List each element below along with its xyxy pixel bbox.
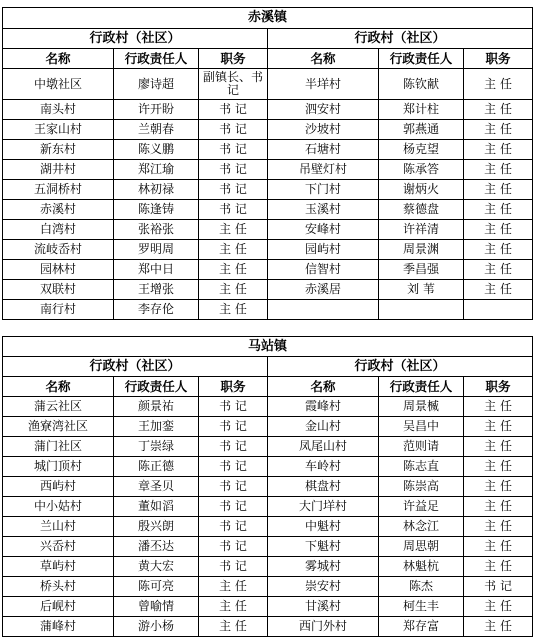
table-row: [3, 397, 533, 417]
village-name: 凤尾山村: [268, 437, 379, 457]
chixi-town-table: [2, 7, 533, 320]
village-name: 玉溪村: [268, 200, 379, 220]
position-title: 书 记: [199, 180, 268, 200]
responsible-person: 李存伦: [114, 300, 199, 320]
position-title: [464, 300, 533, 320]
table-row: [3, 537, 533, 557]
village-name: 泗安村: [268, 100, 379, 120]
village-name: 王家山村: [3, 120, 114, 140]
table-row: [3, 69, 533, 100]
position-title: 主 任: [464, 597, 533, 617]
responsible-person: 游小杨: [114, 617, 199, 637]
responsible-person: 许开盼: [114, 100, 199, 120]
village-name: 半垟村: [268, 69, 379, 100]
responsible-person: 许祥清: [379, 220, 464, 240]
group-label-left: 行政村（社区）: [3, 357, 268, 377]
responsible-person: 陈逢铸: [114, 200, 199, 220]
position-title: 主 任: [464, 100, 533, 120]
table-row: [3, 280, 533, 300]
responsible-person: 陈可亮: [114, 577, 199, 597]
position-title: 主 任: [199, 300, 268, 320]
table-row: [3, 180, 533, 200]
responsible-person: 陈承答: [379, 160, 464, 180]
village-name: 南行村: [3, 300, 114, 320]
village-name: 蒲峰村: [3, 617, 114, 637]
position-title: 主 任: [464, 240, 533, 260]
position-title: 主 任: [464, 160, 533, 180]
position-title: 主 任: [464, 517, 533, 537]
village-name: 草屿村: [3, 557, 114, 577]
responsible-person: 谢炳火: [379, 180, 464, 200]
village-name: 蒲门社区: [3, 437, 114, 457]
responsible-person: 郭燕通: [379, 120, 464, 140]
responsible-person: 周景渊: [379, 240, 464, 260]
position-title: 主 任: [464, 437, 533, 457]
responsible-person: 王增张: [114, 280, 199, 300]
header-responsible: 行政责任人: [379, 49, 464, 69]
table-row: [3, 240, 533, 260]
village-name: 甘溪村: [268, 597, 379, 617]
village-name: 双联村: [3, 280, 114, 300]
responsible-person: 廖诗超: [114, 69, 199, 100]
position-title: 主 任: [199, 280, 268, 300]
position-title: 书 记: [199, 140, 268, 160]
responsible-person: 王加銮: [114, 417, 199, 437]
village-name: 园屿村: [268, 240, 379, 260]
table-row: [3, 100, 533, 120]
header-name: 名称: [268, 377, 379, 397]
position-title: 主 任: [464, 140, 533, 160]
table-row: [3, 517, 533, 537]
responsible-person: 范则请: [379, 437, 464, 457]
position-title: 书 记: [199, 160, 268, 180]
responsible-person: 郑存富: [379, 617, 464, 637]
village-name: 兰山村: [3, 517, 114, 537]
village-name: 兴岙村: [3, 537, 114, 557]
position-title: 主 任: [464, 457, 533, 477]
village-name: 沙坡村: [268, 120, 379, 140]
village-name: 后岘村: [3, 597, 114, 617]
table-row: [3, 557, 533, 577]
header-name: 名称: [268, 49, 379, 69]
table-row: [3, 120, 533, 140]
group-label-right: 行政村（社区）: [268, 29, 533, 49]
table-row: [3, 577, 533, 597]
position-title: 主 任: [464, 220, 533, 240]
village-name: 安峰村: [268, 220, 379, 240]
position-title: 书 记: [199, 477, 268, 497]
village-name: 雾城村: [268, 557, 379, 577]
village-name: 信智村: [268, 260, 379, 280]
village-name: 金山村: [268, 417, 379, 437]
position-title: 主 任: [199, 220, 268, 240]
village-name: 城门顶村: [3, 457, 114, 477]
village-name: 赤溪村: [3, 200, 114, 220]
responsible-person: 周思朝: [379, 537, 464, 557]
responsible-person: 郑计柱: [379, 100, 464, 120]
position-title: 书 记: [464, 577, 533, 597]
table-row: [3, 220, 533, 240]
responsible-person: 陈正德: [114, 457, 199, 477]
position-title: 主 任: [464, 417, 533, 437]
header-responsible: 行政责任人: [114, 49, 199, 69]
position-title: 书 记: [199, 417, 268, 437]
responsible-person: 陈杰: [379, 577, 464, 597]
village-name: 西门外村: [268, 617, 379, 637]
village-name: 流岐岙村: [3, 240, 114, 260]
position-title: 主 任: [199, 260, 268, 280]
village-name: 棋盘村: [268, 477, 379, 497]
responsible-person: 黄大宏: [114, 557, 199, 577]
position-title: 主 任: [464, 180, 533, 200]
village-name: 下魁村: [268, 537, 379, 557]
responsible-person: 杨克望: [379, 140, 464, 160]
village-name: 中魁村: [268, 517, 379, 537]
responsible-person: 郑中日: [114, 260, 199, 280]
village-name: 白湾村: [3, 220, 114, 240]
village-name: 中小姑村: [3, 497, 114, 517]
position-title: 主 任: [464, 477, 533, 497]
responsible-person: 柯生丰: [379, 597, 464, 617]
position-title: 主 任: [464, 497, 533, 517]
responsible-person: 陈崇高: [379, 477, 464, 497]
responsible-person: 季昌强: [379, 260, 464, 280]
position-title: 主 任: [199, 597, 268, 617]
village-name: 园林村: [3, 260, 114, 280]
header-position: 职务: [199, 49, 268, 69]
group-label-right: 行政村（社区）: [268, 357, 533, 377]
group-label-left: 行政村（社区）: [3, 29, 268, 49]
position-title: 副镇长、书记: [199, 69, 268, 100]
table-row: [3, 477, 533, 497]
position-title: 书 记: [199, 200, 268, 220]
village-name: 南头村: [3, 100, 114, 120]
village-name: 中墩社区: [3, 69, 114, 100]
village-name: 西屿村: [3, 477, 114, 497]
responsible-person: 林魁杭: [379, 557, 464, 577]
position-title: 主 任: [464, 537, 533, 557]
position-title: 书 记: [199, 537, 268, 557]
position-title: 书 记: [199, 100, 268, 120]
village-name: 吊壁灯村: [268, 160, 379, 180]
table-row: [3, 200, 533, 220]
table-row: [3, 597, 533, 617]
table-row: [3, 160, 533, 180]
responsible-person: 章圣贝: [114, 477, 199, 497]
responsible-person: 陈义鹏: [114, 140, 199, 160]
village-name: 湖井村: [3, 160, 114, 180]
village-name: [268, 300, 379, 320]
position-title: 主 任: [464, 200, 533, 220]
position-title: 书 记: [199, 557, 268, 577]
town-title: 赤溪镇: [3, 8, 533, 29]
table-row: [3, 417, 533, 437]
table-row: [3, 260, 533, 280]
village-name: 石塘村: [268, 140, 379, 160]
position-title: 主 任: [464, 69, 533, 100]
village-name: 蒲云社区: [3, 397, 114, 417]
header-name: 名称: [3, 377, 114, 397]
position-title: 书 记: [199, 437, 268, 457]
village-name: 五洞桥村: [3, 180, 114, 200]
position-title: 书 记: [199, 120, 268, 140]
responsible-person: 丁崇绿: [114, 437, 199, 457]
table-row: [3, 300, 533, 320]
position-title: 主 任: [464, 260, 533, 280]
position-title: 主 任: [199, 240, 268, 260]
village-name: 车岭村: [268, 457, 379, 477]
responsible-person: 郑江瑜: [114, 160, 199, 180]
position-title: 主 任: [199, 617, 268, 637]
responsible-person: 林初禄: [114, 180, 199, 200]
village-name: 渔寮湾社区: [3, 417, 114, 437]
table-row: [3, 140, 533, 160]
responsible-person: 罗明周: [114, 240, 199, 260]
village-name: 下门村: [268, 180, 379, 200]
header-position: 职务: [464, 377, 533, 397]
position-title: 主 任: [199, 577, 268, 597]
position-title: 主 任: [464, 617, 533, 637]
position-title: 主 任: [464, 557, 533, 577]
header-position: 职务: [199, 377, 268, 397]
position-title: 主 任: [464, 397, 533, 417]
position-title: 主 任: [464, 280, 533, 300]
responsible-person: 曾喻情: [114, 597, 199, 617]
table-row: [3, 617, 533, 637]
responsible-person: 蔡德盘: [379, 200, 464, 220]
responsible-person: [379, 300, 464, 320]
responsible-person: 吴昌中: [379, 417, 464, 437]
responsible-person: 林念江: [379, 517, 464, 537]
responsible-person: 潘丕达: [114, 537, 199, 557]
table-row: [3, 437, 533, 457]
responsible-person: 陈钦献: [379, 69, 464, 100]
responsible-person: 刘 苇: [379, 280, 464, 300]
header-responsible: 行政责任人: [114, 377, 199, 397]
responsible-person: 许益足: [379, 497, 464, 517]
village-name: 桥头村: [3, 577, 114, 597]
responsible-person: 殷兴朗: [114, 517, 199, 537]
responsible-person: 陈志直: [379, 457, 464, 477]
town-title: 马站镇: [3, 337, 533, 357]
header-responsible: 行政责任人: [379, 377, 464, 397]
village-name: 大门垟村: [268, 497, 379, 517]
header-position: 职务: [464, 49, 533, 69]
header-name: 名称: [3, 49, 114, 69]
position-title: 书 记: [199, 517, 268, 537]
responsible-person: 颜景祐: [114, 397, 199, 417]
village-name: 新东村: [3, 140, 114, 160]
position-title: 主 任: [464, 120, 533, 140]
table-row: [3, 457, 533, 477]
mazhan-town-table: [2, 336, 533, 637]
village-name: 赤溪居: [268, 280, 379, 300]
responsible-person: 董如滔: [114, 497, 199, 517]
village-name: 霞峰村: [268, 397, 379, 417]
table-row: [3, 497, 533, 517]
responsible-person: 张裕张: [114, 220, 199, 240]
responsible-person: 兰朝春: [114, 120, 199, 140]
village-name: 崇安村: [268, 577, 379, 597]
responsible-person: 周景楲: [379, 397, 464, 417]
position-title: 书 记: [199, 397, 268, 417]
position-title: 书 记: [199, 497, 268, 517]
position-title: 书 记: [199, 457, 268, 477]
